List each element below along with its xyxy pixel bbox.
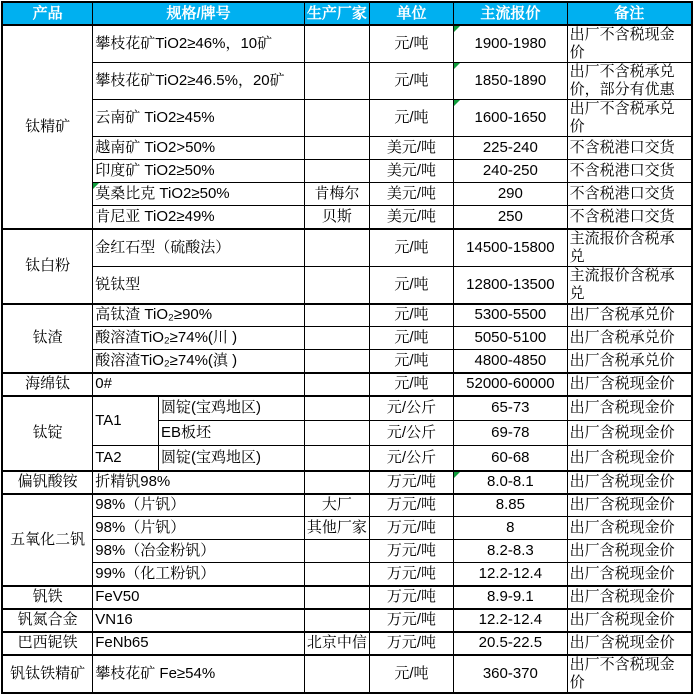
- maker-cell[interactable]: [304, 137, 369, 160]
- product-cell[interactable]: 钒钛铁精矿: [2, 655, 93, 693]
- note-cell[interactable]: 出厂含税现金价: [567, 563, 692, 586]
- table-row: [2, 229, 692, 267]
- price-cell[interactable]: 1900-1980: [454, 25, 568, 63]
- spec-cell[interactable]: 高钛渣 TiO₂≥90%: [93, 304, 305, 327]
- spec-cell[interactable]: 云南矿 TiO2≥45%: [93, 100, 305, 137]
- price-cell[interactable]: 8.85: [454, 494, 568, 517]
- spec-cell[interactable]: FeNb65: [93, 632, 305, 655]
- cell-comment-indicator-icon: [454, 100, 460, 106]
- price-cell[interactable]: 65-73: [454, 396, 568, 421]
- note-cell[interactable]: 出厂含税现金价: [567, 609, 692, 632]
- unit-cell[interactable]: 元/公斤: [369, 421, 453, 446]
- note-cell[interactable]: 出厂不含税现金价: [567, 25, 692, 63]
- note-cell[interactable]: 主流报价含税承兑: [567, 229, 692, 267]
- price-cell[interactable]: 240-250: [454, 160, 568, 183]
- unit-cell[interactable]: 万元/吨: [369, 494, 453, 517]
- note-cell[interactable]: 出厂含税承兑价: [567, 350, 692, 373]
- maker-cell[interactable]: 北京中信: [304, 632, 369, 655]
- product-cell[interactable]: 钛精矿: [2, 25, 93, 229]
- price-cell[interactable]: 12.2-12.4: [454, 563, 568, 586]
- maker-cell[interactable]: [304, 100, 369, 137]
- product-cell[interactable]: 钒氮合金: [2, 609, 93, 632]
- unit-cell[interactable]: 元/吨: [369, 229, 453, 267]
- maker-cell[interactable]: [304, 373, 369, 396]
- price-cell[interactable]: 12.2-12.4: [454, 609, 568, 632]
- spec-shape-cell[interactable]: 圆锭(宝鸡地区): [159, 396, 305, 421]
- spec-cell[interactable]: 酸溶渣TiO₂≥74%(滇 ): [93, 350, 305, 373]
- table-row: [2, 266, 692, 304]
- spec-cell[interactable]: 攀枝花矿TiO2≥46.5%，20矿: [93, 63, 305, 100]
- unit-cell[interactable]: 元/吨: [369, 304, 453, 327]
- col-header-product[interactable]: 产品: [2, 2, 93, 25]
- spec-cell[interactable]: 金红石型（硫酸法）: [93, 229, 305, 267]
- note-cell[interactable]: 出厂含税现金价: [567, 586, 692, 609]
- col-header-unit[interactable]: 单位: [369, 2, 453, 25]
- maker-cell[interactable]: [304, 421, 369, 446]
- unit-cell[interactable]: 万元/吨: [369, 563, 453, 586]
- table-row: [2, 160, 692, 183]
- product-cell[interactable]: 钛白粉: [2, 229, 93, 304]
- spec-cell[interactable]: 0#: [93, 373, 305, 396]
- unit-cell[interactable]: 美元/吨: [369, 137, 453, 160]
- spec-cell[interactable]: 98%（冶金粉钒）: [93, 540, 305, 563]
- price-cell[interactable]: 8: [454, 517, 568, 540]
- maker-cell[interactable]: [304, 266, 369, 304]
- table-row: [2, 63, 692, 100]
- table-row: [2, 632, 692, 655]
- price-cell[interactable]: 5300-5500: [454, 304, 568, 327]
- maker-cell[interactable]: [304, 396, 369, 421]
- price-cell[interactable]: 52000-60000: [454, 373, 568, 396]
- col-header-note[interactable]: 备注: [567, 2, 692, 25]
- table-row: [2, 540, 692, 563]
- header-row: [2, 2, 692, 25]
- product-cell[interactable]: 钛渣: [2, 304, 93, 373]
- table-row: [2, 563, 692, 586]
- table-row: [2, 373, 692, 396]
- note-cell[interactable]: 出厂含税现金价: [567, 517, 692, 540]
- col-header-price[interactable]: 主流报价: [454, 2, 568, 25]
- table-body: [2, 25, 692, 693]
- note-cell[interactable]: 出厂含税现金价: [567, 494, 692, 517]
- spec-shape-cell[interactable]: EB板坯: [159, 421, 305, 446]
- spec-cell[interactable]: 98%（片钒）: [93, 494, 305, 517]
- unit-cell[interactable]: 万元/吨: [369, 471, 453, 494]
- note-cell[interactable]: 出厂含税现金价: [567, 446, 692, 471]
- unit-cell[interactable]: 万元/吨: [369, 517, 453, 540]
- spec-cell[interactable]: 攀枝花矿TiO2≥46%，10矿: [93, 25, 305, 63]
- cell-comment-indicator-icon: [454, 26, 460, 32]
- note-cell[interactable]: 出厂含税现金价: [567, 421, 692, 446]
- unit-cell[interactable]: 元/吨: [369, 655, 453, 693]
- price-cell[interactable]: 8.2-8.3: [454, 540, 568, 563]
- cell-comment-indicator-icon: [454, 472, 460, 478]
- price-cell[interactable]: 69-78: [454, 421, 568, 446]
- unit-cell[interactable]: 元/吨: [369, 25, 453, 63]
- unit-cell[interactable]: 美元/吨: [369, 206, 453, 229]
- price-cell[interactable]: 20.5-22.5: [454, 632, 568, 655]
- spec-cell[interactable]: 98%（片钒）: [93, 517, 305, 540]
- table-row: [2, 327, 692, 350]
- product-cell[interactable]: 偏钒酸铵: [2, 471, 93, 494]
- maker-cell[interactable]: [304, 471, 369, 494]
- note-cell[interactable]: 不含税港口交货: [567, 137, 692, 160]
- price-cell[interactable]: 4800-4850: [454, 350, 568, 373]
- spec-grade-cell[interactable]: TA2: [93, 446, 159, 471]
- unit-cell[interactable]: 元/吨: [369, 63, 453, 100]
- unit-cell[interactable]: 元/吨: [369, 266, 453, 304]
- unit-cell[interactable]: 元/吨: [369, 350, 453, 373]
- table-row: [2, 100, 692, 137]
- product-cell[interactable]: 五氧化二钒: [2, 494, 93, 586]
- spec-grade-cell[interactable]: TA1: [93, 396, 159, 446]
- table-row: [2, 25, 692, 63]
- spec-cell[interactable]: 99%（化工粉钒）: [93, 563, 305, 586]
- price-table: [1, 1, 693, 694]
- unit-cell[interactable]: 万元/吨: [369, 540, 453, 563]
- maker-cell[interactable]: [304, 25, 369, 63]
- table-row: [2, 471, 692, 494]
- price-cell[interactable]: 225-240: [454, 137, 568, 160]
- unit-cell[interactable]: 元/吨: [369, 327, 453, 350]
- price-cell[interactable]: 14500-15800: [454, 229, 568, 267]
- maker-cell[interactable]: [304, 609, 369, 632]
- table-row: [2, 517, 692, 540]
- maker-cell[interactable]: 肯梅尔: [304, 183, 369, 206]
- col-header-maker[interactable]: 生产厂家: [304, 2, 369, 25]
- table-row: [2, 446, 692, 471]
- spec-cell[interactable]: 锐钛型: [93, 266, 305, 304]
- note-cell[interactable]: 出厂含税现金价: [567, 540, 692, 563]
- unit-cell[interactable]: 万元/吨: [369, 586, 453, 609]
- note-cell[interactable]: 出厂含税现金价: [567, 471, 692, 494]
- maker-cell[interactable]: [304, 446, 369, 471]
- product-cell[interactable]: 巴西铌铁: [2, 632, 93, 655]
- spec-cell[interactable]: 酸溶渣TiO₂≥74%(川 ): [93, 327, 305, 350]
- table-row: [2, 396, 692, 421]
- product-cell[interactable]: 钛锭: [2, 396, 93, 471]
- price-cell[interactable]: 360-370: [454, 655, 568, 693]
- maker-cell[interactable]: 大厂: [304, 494, 369, 517]
- unit-cell[interactable]: 元/公斤: [369, 396, 453, 421]
- maker-cell[interactable]: [304, 350, 369, 373]
- spec-cell[interactable]: 越南矿 TiO2>50%: [93, 137, 305, 160]
- cell-comment-indicator-icon: [93, 183, 99, 189]
- price-cell[interactable]: 290: [454, 183, 568, 206]
- table-row: [2, 655, 692, 693]
- price-cell[interactable]: 8.9-9.1: [454, 586, 568, 609]
- col-header-spec[interactable]: 规格/牌号: [93, 2, 305, 25]
- table-row: [2, 350, 692, 373]
- note-cell[interactable]: 出厂不含税承兑价，部分有优惠: [567, 63, 692, 100]
- maker-cell[interactable]: 贝斯: [304, 206, 369, 229]
- note-cell[interactable]: 出厂不含税承兑价: [567, 100, 692, 137]
- maker-cell[interactable]: [304, 540, 369, 563]
- price-cell[interactable]: 60-68: [454, 446, 568, 471]
- note-cell[interactable]: 出厂含税承兑价: [567, 327, 692, 350]
- unit-cell[interactable]: 万元/吨: [369, 632, 453, 655]
- unit-cell[interactable]: 元/吨: [369, 100, 453, 137]
- table-row: [2, 183, 692, 206]
- price-cell[interactable]: 1850-1890: [454, 63, 568, 100]
- cell-comment-indicator-icon: [454, 63, 460, 69]
- price-cell[interactable]: 12800-13500: [454, 266, 568, 304]
- table-row: [2, 494, 692, 517]
- unit-cell[interactable]: 元/吨: [369, 373, 453, 396]
- spec-cell[interactable]: 莫桑比克 TiO2≥50%: [93, 183, 305, 206]
- maker-cell[interactable]: [304, 304, 369, 327]
- spec-cell[interactable]: FeV50: [93, 586, 305, 609]
- table-row: [2, 586, 692, 609]
- spec-cell[interactable]: 折精钒98%: [93, 471, 305, 494]
- table-row: [2, 609, 692, 632]
- maker-cell[interactable]: [304, 327, 369, 350]
- maker-cell[interactable]: [304, 229, 369, 267]
- product-cell[interactable]: 海绵钛: [2, 373, 93, 396]
- maker-cell[interactable]: [304, 586, 369, 609]
- note-cell[interactable]: 出厂含税现金价: [567, 632, 692, 655]
- spec-cell[interactable]: VN16: [93, 609, 305, 632]
- note-cell[interactable]: 出厂含税现金价: [567, 396, 692, 421]
- spec-cell[interactable]: 肯尼亚 TiO2≥49%: [93, 206, 305, 229]
- unit-cell[interactable]: 美元/吨: [369, 183, 453, 206]
- note-cell[interactable]: 出厂不含税现金价: [567, 655, 692, 693]
- spec-shape-cell[interactable]: 圆锭(宝鸡地区): [159, 446, 305, 471]
- price-cell[interactable]: 250: [454, 206, 568, 229]
- price-cell[interactable]: 1600-1650: [454, 100, 568, 137]
- maker-cell[interactable]: [304, 63, 369, 100]
- note-cell[interactable]: 出厂含税承兑价: [567, 304, 692, 327]
- unit-cell[interactable]: 美元/吨: [369, 160, 453, 183]
- table-row: [2, 304, 692, 327]
- table-row: [2, 137, 692, 160]
- unit-cell[interactable]: 万元/吨: [369, 609, 453, 632]
- note-cell[interactable]: 主流报价含税承兑: [567, 266, 692, 304]
- maker-cell[interactable]: [304, 160, 369, 183]
- note-cell[interactable]: 不含税港口交货: [567, 183, 692, 206]
- price-cell[interactable]: 8.0-8.1: [454, 471, 568, 494]
- unit-cell[interactable]: 元/公斤: [369, 446, 453, 471]
- note-cell[interactable]: 不含税港口交货: [567, 206, 692, 229]
- note-cell[interactable]: 出厂含税现金价: [567, 373, 692, 396]
- maker-cell[interactable]: 其他厂家: [304, 517, 369, 540]
- maker-cell[interactable]: [304, 563, 369, 586]
- price-cell[interactable]: 5050-5100: [454, 327, 568, 350]
- table-row: [2, 206, 692, 229]
- spec-cell[interactable]: 印度矿 TiO2≥50%: [93, 160, 305, 183]
- maker-cell[interactable]: [304, 655, 369, 693]
- product-cell[interactable]: 钒铁: [2, 586, 93, 609]
- note-cell[interactable]: 不含税港口交货: [567, 160, 692, 183]
- spec-cell[interactable]: 攀枝花矿 Fe≥54%: [93, 655, 305, 693]
